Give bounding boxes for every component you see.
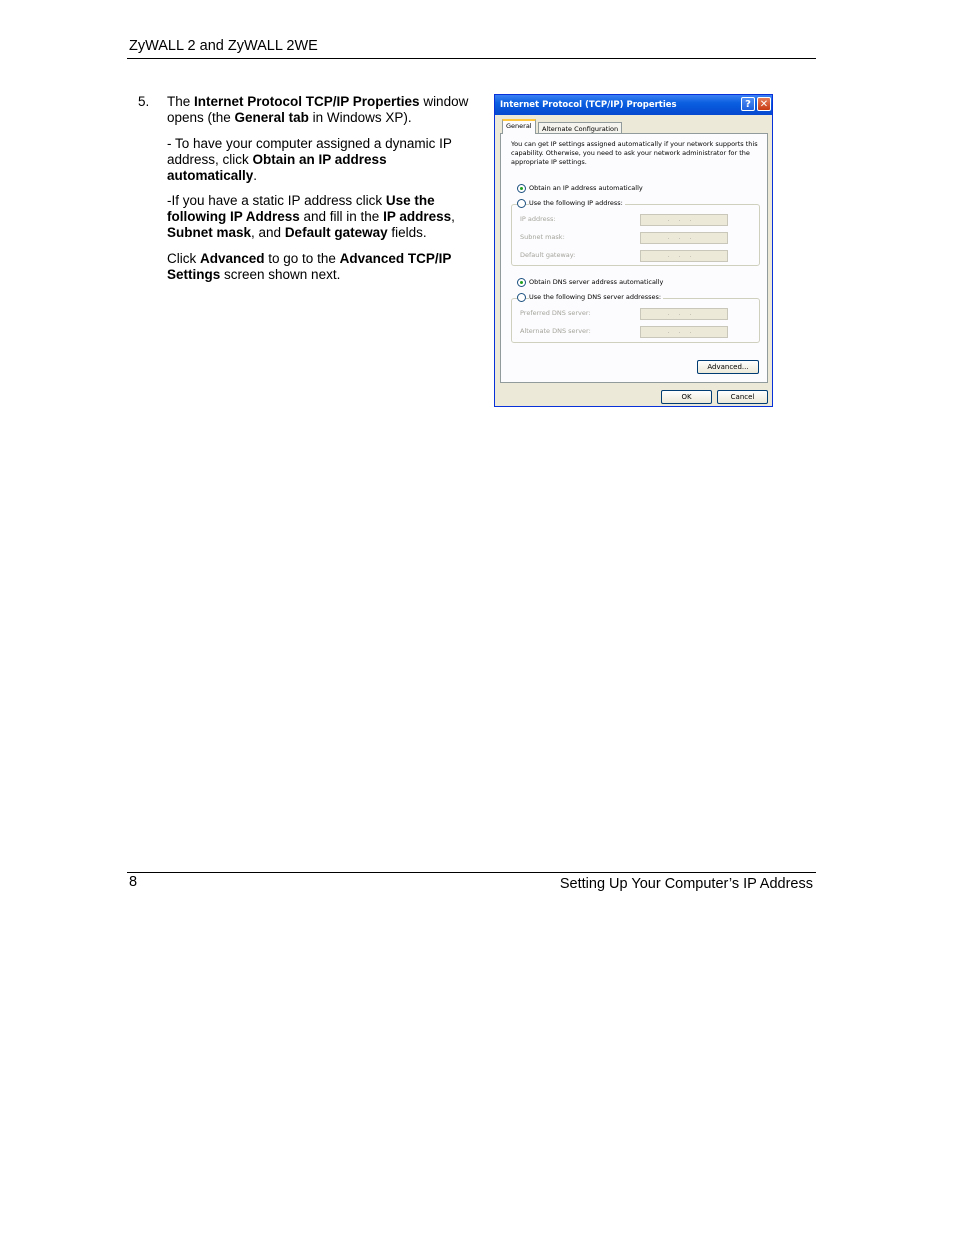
subnet-mask-field[interactable]: ... bbox=[640, 232, 728, 244]
use-following-dns-label: Use the following DNS server addresses: bbox=[529, 293, 662, 301]
dialog-description: You can get IP settings assigned automatically if your network supports this capability. Otherwise, you need to ask your network administrator for the appropriate IP settings. bbox=[511, 140, 758, 166]
use-following-dns-radio[interactable] bbox=[517, 293, 526, 302]
tcpip-properties-dialog bbox=[494, 94, 773, 407]
use-following-ip-radio[interactable] bbox=[517, 199, 526, 208]
page-header-title: ZyWALL 2 and ZyWALL 2WE bbox=[129, 38, 318, 54]
preferred-dns-label: Preferred DNS server: bbox=[520, 309, 591, 317]
default-gateway-label: Default gateway: bbox=[520, 251, 576, 259]
obtain-dns-auto-radio[interactable] bbox=[517, 278, 526, 287]
obtain-ip-auto-label: Obtain an IP address automatically bbox=[529, 184, 643, 192]
dialog-title-bar bbox=[495, 95, 772, 115]
subnet-mask-label: Subnet mask: bbox=[520, 233, 565, 241]
advanced-button[interactable]: Advanced... bbox=[697, 360, 759, 374]
alternate-dns-field[interactable]: ... bbox=[640, 326, 728, 338]
close-icon[interactable]: ✕ bbox=[757, 97, 771, 111]
dialog-title: Internet Protocol (TCP/IP) Properties bbox=[500, 100, 677, 110]
ip-address-label: IP address: bbox=[520, 215, 556, 223]
help-icon[interactable]: ? bbox=[741, 97, 755, 111]
ok-button[interactable]: OK bbox=[661, 390, 712, 404]
alternate-dns-label: Alternate DNS server: bbox=[520, 327, 591, 335]
step-number: 5. bbox=[138, 94, 150, 109]
obtain-ip-auto-radio[interactable] bbox=[517, 184, 526, 193]
preferred-dns-field[interactable]: ... bbox=[640, 308, 728, 320]
paragraph-window-opens: The Internet Protocol TCP/IP Properties window opens (the General tab in Windows XP). bbox=[167, 94, 469, 125]
paragraph-advanced: Click Advanced to go to the Advanced TCP/IP Settings screen shown next. bbox=[167, 251, 452, 282]
tab-general[interactable]: General bbox=[502, 119, 536, 134]
paragraph-static-ip: -If you have a static IP address click Use the following IP Address and fill in the IP address, Subnet mask, and Default gateway fields. bbox=[167, 193, 455, 240]
general-tab-panel bbox=[500, 133, 768, 383]
cancel-button[interactable]: Cancel bbox=[717, 390, 768, 404]
default-gateway-field[interactable]: ... bbox=[640, 250, 728, 262]
obtain-dns-auto-label: Obtain DNS server address automatically bbox=[529, 278, 664, 286]
paragraph-dynamic-ip: - To have your computer assigned a dynamic IP address, click Obtain an IP address automatically. bbox=[167, 136, 452, 183]
use-following-ip-label: Use the following IP address: bbox=[529, 199, 623, 207]
footer-section-title: Setting Up Your Computer’s IP Address bbox=[559, 876, 813, 892]
page-number: 8 bbox=[129, 874, 138, 890]
tab-alternate-configuration[interactable]: Alternate Configuration bbox=[538, 122, 622, 135]
ip-address-field[interactable]: ... bbox=[640, 214, 728, 226]
header-rule bbox=[127, 58, 816, 59]
footer-rule bbox=[127, 872, 816, 873]
